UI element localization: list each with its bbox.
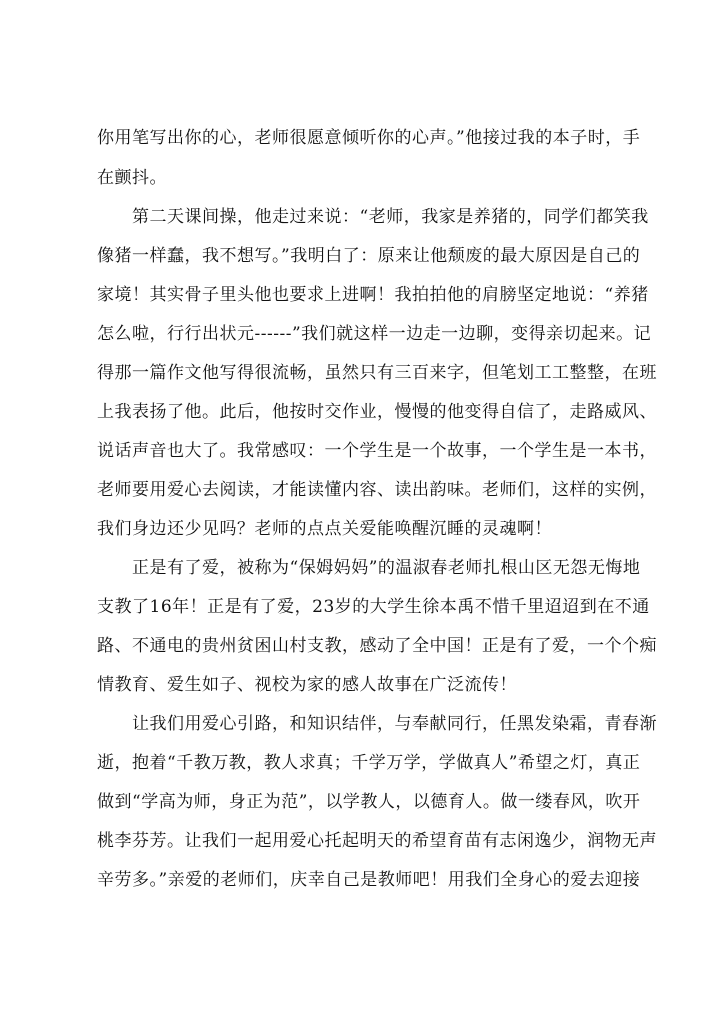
text-line-14: 路、不通电的贵州贫困山村支教，感动了全中国！正是有了爱，一个个痴 xyxy=(97,636,657,656)
text-line-17: 逝，抱着“千教万教，教人求真；千学万学，学做真人”希望之灯，真正 xyxy=(97,753,641,773)
text-line-15: 情教育、爱生如子、视校为家的感人故事在广泛流传！ xyxy=(97,675,517,695)
text-line-19: 桃李芬芳。让我们一起用爱心托起明天的希望育苗有志闲逸少，润物无声 xyxy=(97,831,657,851)
text-line-5: 家境！其实骨子里头他也要求上进啊！我拍拍他的肩膀坚定地说：“养猪 xyxy=(97,285,649,305)
text-line-7: 得那一篇作文他写得很流畅，虽然只有三百来字，但笔划工工整整，在班 xyxy=(97,363,657,383)
text-line-9: 说话声音也大了。我常感叹：一个学生是一个故事，一个学生是一本书， xyxy=(97,441,657,461)
text-line-6: 怎么啦，行行出状元------”我们就这样一边走一边聊，变得亲切起来。记 xyxy=(97,324,652,344)
text-line-10: 老师要用爱心去阅读，才能读懂内容、读出韵味。老师们，这样的实例， xyxy=(97,480,657,500)
text-line-3: 第二天课间操，他走过来说：“老师，我家是养猪的，同学们都笑我 xyxy=(132,207,649,227)
text-line-18: 做到“学高为师，身正为范”，以学教人，以德育人。做一缕春风，吹开 xyxy=(97,792,641,812)
text-line-11: 我们身边还少见吗？老师的点点关爱能唤醒沉睡的灵魂啊！ xyxy=(97,519,552,539)
text-line-1: 你用笔写出你的心，老师很愿意倾听你的心声。”他接过我的本子时，手 xyxy=(97,128,641,148)
text-line-12: 正是有了爱，被称为“保姆妈妈”的温淑春老师扎根山区无怨无悔地 xyxy=(132,558,641,578)
text-line-16: 让我们用爱心引路，和知识结伴，与奉献同行，任黑发染霜，青春渐 xyxy=(132,714,657,734)
text-line-8: 上我表扬了他。此后，他按时交作业，慢慢的他变得自信了，走路威风、 xyxy=(97,402,657,422)
text-line-2: 在颤抖。 xyxy=(97,168,167,188)
text-line-13: 支教了16年！正是有了爱，23岁的大学生徐本禹不惜千里迢迢到在不通 xyxy=(97,597,650,617)
text-line-4: 像猪一样蠢，我不想写。”我明白了：原来让他颓废的最大原因是自己的 xyxy=(97,246,641,266)
text-line-20: 辛劳多。”亲爱的老师们，庆幸自己是教师吧！用我们全身心的爱去迎接 xyxy=(97,870,641,890)
